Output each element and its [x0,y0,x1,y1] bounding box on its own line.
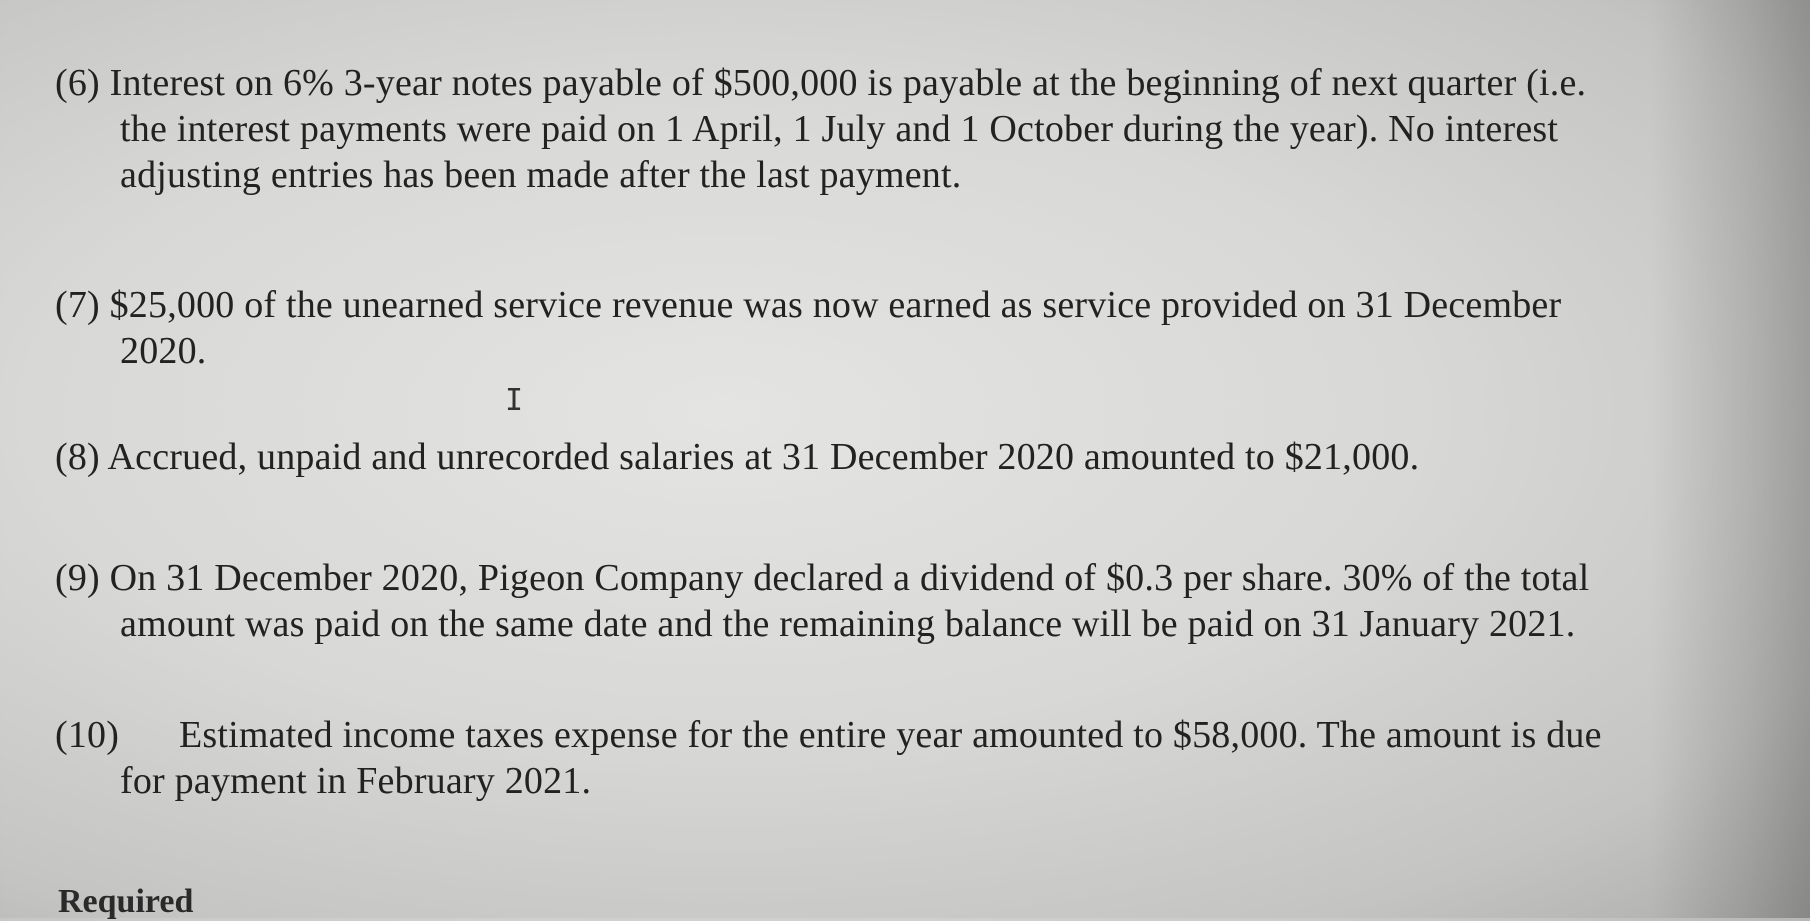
item-6-line-3: adjusting entries has been made after the last payment. [120,154,962,196]
item-6-line-1: (6) Interest on 6% 3-year notes payable of $500,000 is payable at the beginning of next quarter (i.e. [55,62,1587,104]
item-6-paragraph [55,60,1695,198]
item-8-paragraph [55,434,1695,480]
item-10-line-1-text: Estimated income taxes expense for the entire year amounted to $58,000. The amount is due [179,714,1602,756]
item-10-line-2: for payment in February 2021. [120,760,592,802]
item-7-line-2: 2020. [120,330,207,372]
item-7-line-1: (7) $25,000 of the unearned service revenue was now earned as service provided on 31 December [55,284,1562,326]
item-9-paragraph [55,555,1695,647]
item-10-number: (10) [55,714,120,756]
text-cursor-icon: I [505,383,524,418]
item-9-line-2: amount was paid on the same date and the remaining balance will be paid on 31 January 2021. [120,603,1576,645]
item-7-paragraph [55,282,1695,374]
item-10-line-1 [55,712,1695,758]
item-6-line-2: the interest payments were paid on 1 April, 1 July and 1 October during the year). No interest [120,108,1559,150]
required-heading: Required [58,883,194,920]
item-10-paragraph [55,712,1695,804]
item-9-line-1: (9) On 31 December 2020, Pigeon Company declared a dividend of $0.3 per share. 30% of the total [55,557,1590,599]
item-8-line-1: (8) Accrued, unpaid and unrecorded salaries at 31 December 2020 amounted to $21,000. [55,436,1420,478]
